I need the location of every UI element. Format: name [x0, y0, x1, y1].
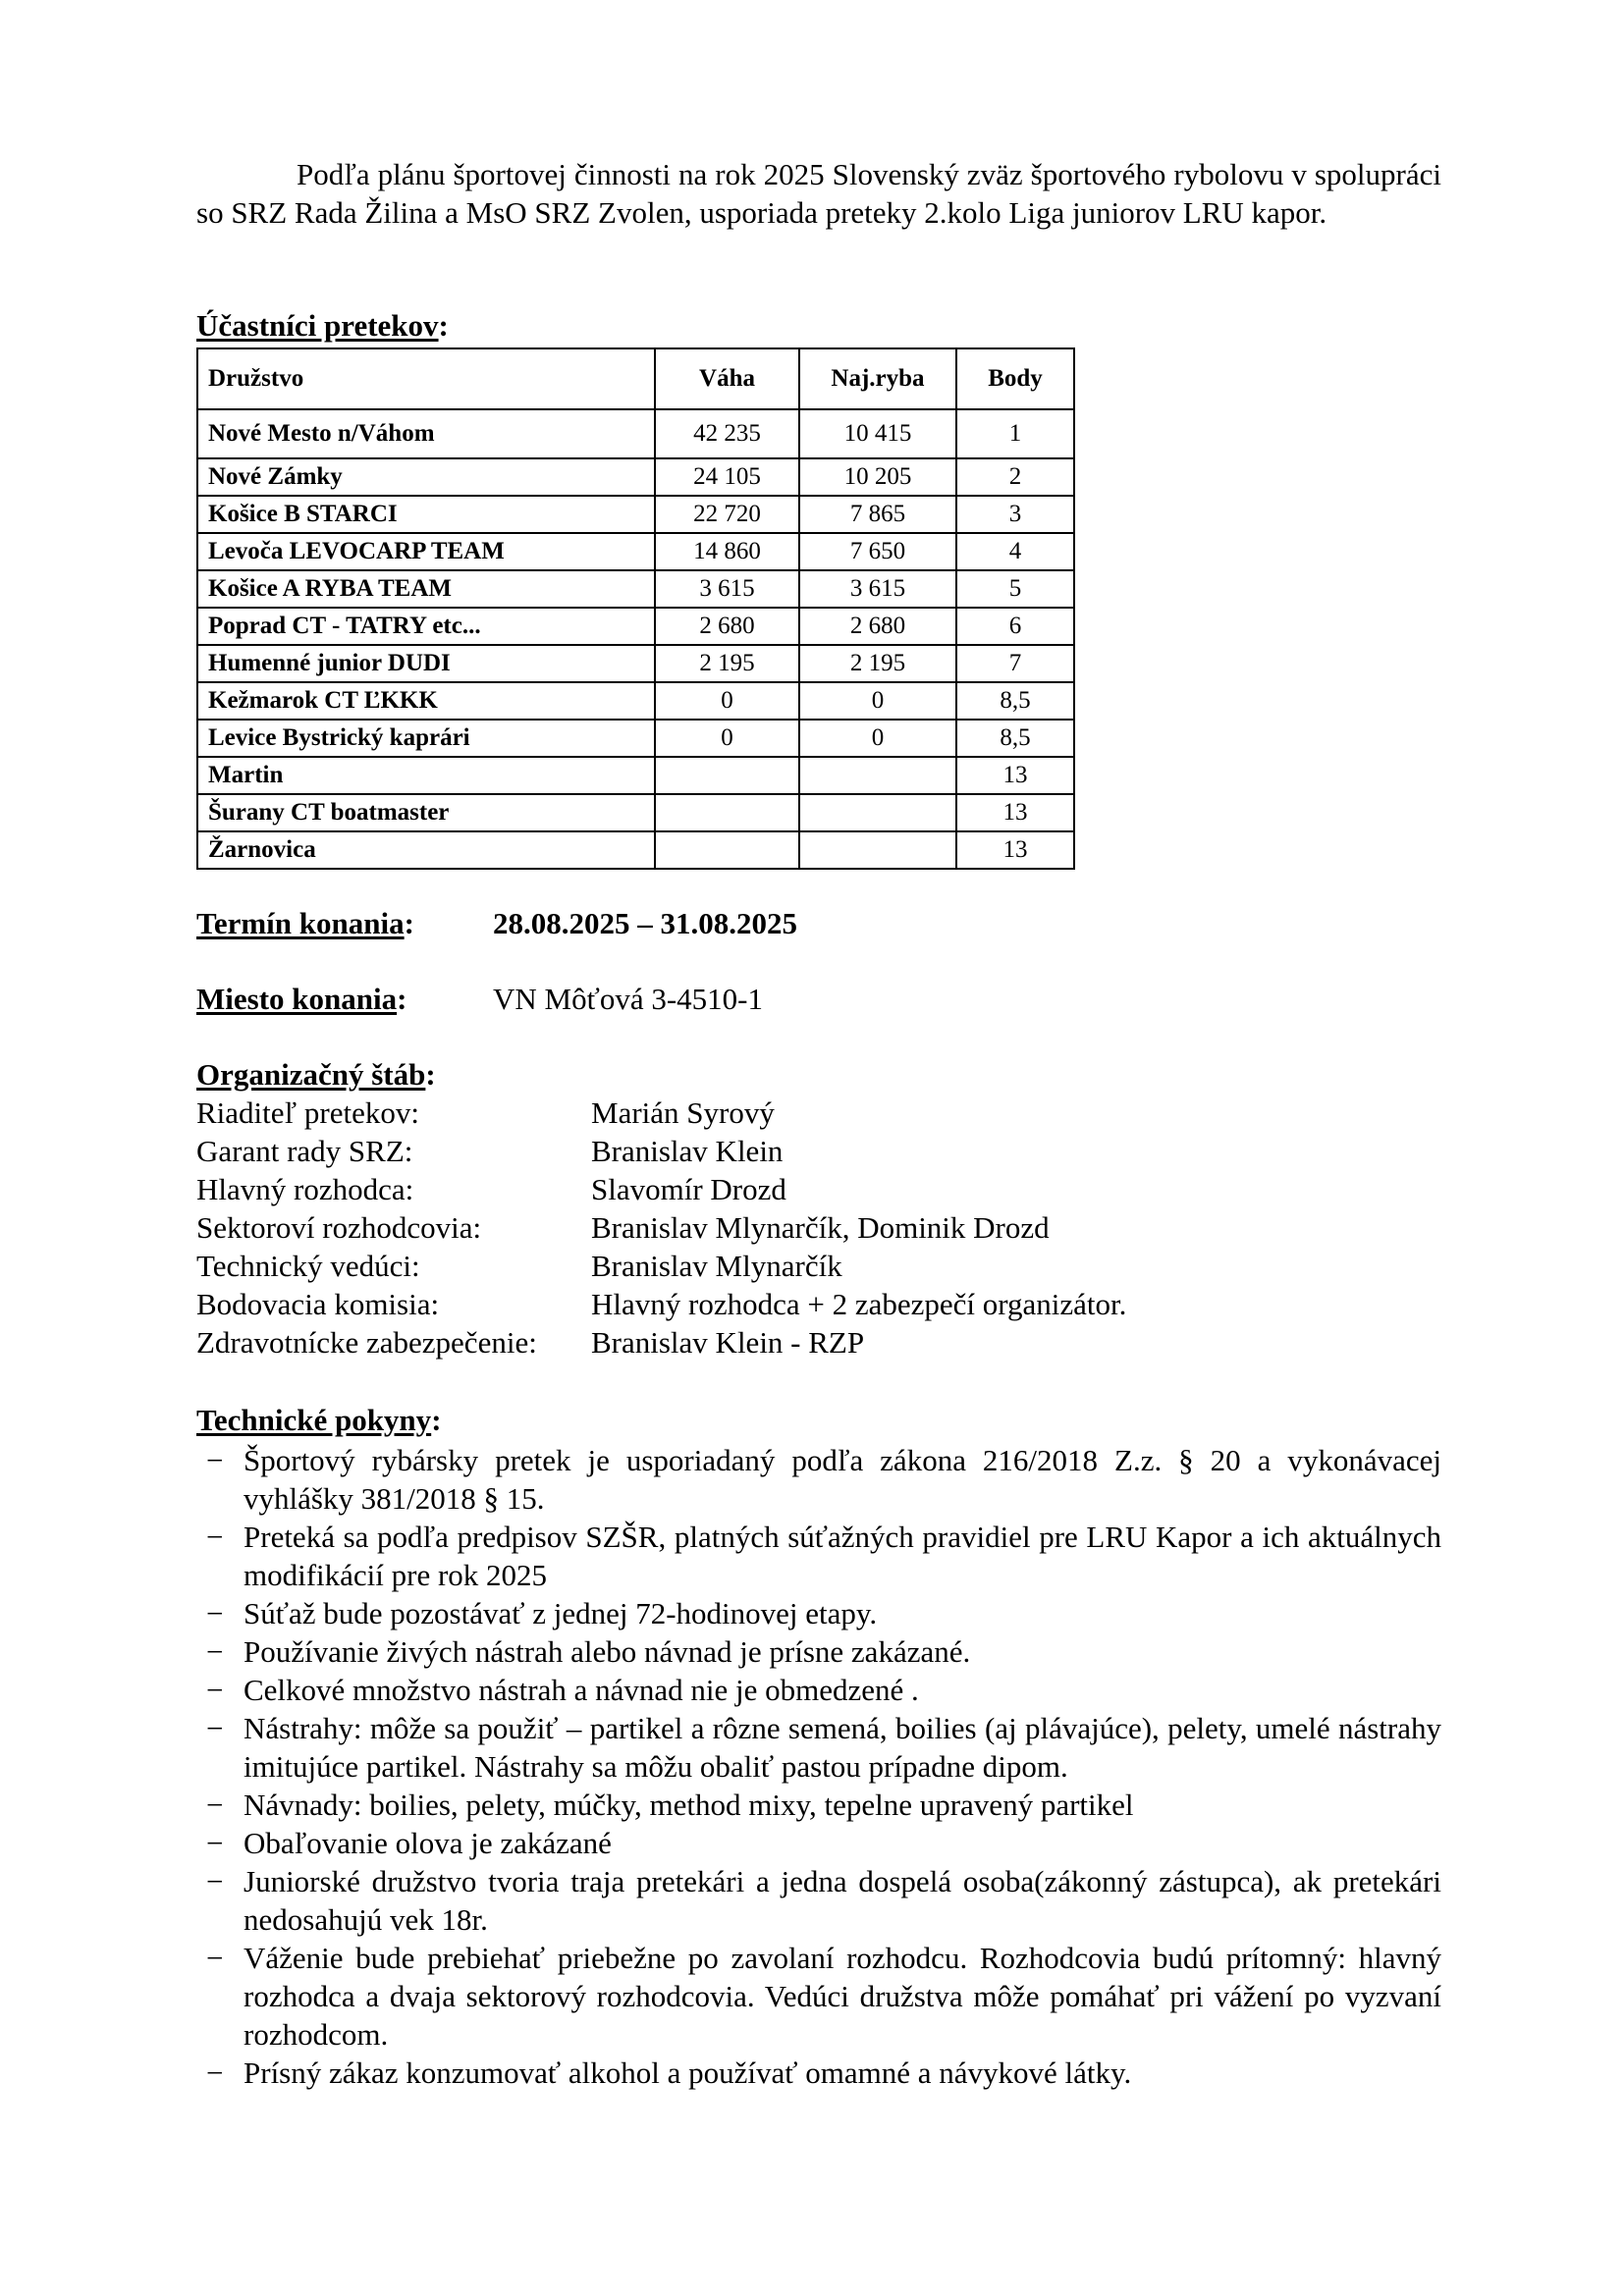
- table-row: [197, 608, 1074, 645]
- weight-cell: 2 195: [655, 645, 799, 682]
- weight-cell: [655, 794, 799, 831]
- term-row: [196, 906, 1080, 945]
- weight-cell: [655, 831, 799, 869]
- team-cell: Košice B STARCI: [197, 496, 655, 533]
- rule-item: [196, 1518, 1441, 1594]
- dash-bullet-icon: −: [206, 1443, 224, 1477]
- staff-person: Branislav Mlynarčík, Dominik Drozd: [591, 1210, 1050, 1245]
- team-cell: Levoča LEVOCARP TEAM: [197, 533, 655, 570]
- rule-text: Obaľovanie olova je zakázané: [244, 1826, 612, 1860]
- staff-person: Hlavný rozhodca + 2 zabezpečí organizátor.: [591, 1287, 1127, 1321]
- dash-bullet-icon: −: [206, 1673, 224, 1707]
- points-cell: 13: [956, 831, 1074, 869]
- rules-heading: [196, 1403, 442, 1438]
- place-label-colon: :: [397, 982, 407, 1016]
- biggest-fish-cell: 10 415: [799, 409, 956, 458]
- points-cell: 7: [956, 645, 1074, 682]
- rule-item: [196, 1709, 1441, 1786]
- term-label-text: Termín konania: [196, 906, 405, 940]
- points-cell: 5: [956, 570, 1074, 608]
- weight-cell: 14 860: [655, 533, 799, 570]
- term-label-colon: :: [404, 906, 414, 940]
- weight-cell: [655, 757, 799, 794]
- biggest-fish-cell: [799, 757, 956, 794]
- staff-heading-text: Organizačný štáb: [196, 1057, 426, 1092]
- staff-role: Hlavný rozhodca:: [196, 1172, 414, 1206]
- points-cell: 13: [956, 794, 1074, 831]
- place-label: [196, 982, 406, 1017]
- biggest-fish-cell: 2 195: [799, 645, 956, 682]
- rule-text: Nástrahy: môže sa použiť – partikel a rôzne semená, boilies (aj plávajúce), pelety, umelé nástrahy imitujúce partikel. Nástrahy sa môžu obaliť pastou prípadne dipom.: [244, 1711, 1441, 1784]
- team-cell: Levice Bystrický kaprári: [197, 720, 655, 757]
- points-cell: 8,5: [956, 682, 1074, 720]
- table-row: [197, 570, 1074, 608]
- team-cell: Martin: [197, 757, 655, 794]
- rule-item: [196, 1594, 1441, 1632]
- points-cell: 1: [956, 409, 1074, 458]
- rule-text: Používanie živých nástrah alebo návnad je prísne zakázané.: [244, 1634, 971, 1669]
- column-header-points: Body: [956, 348, 1074, 409]
- staff-role: Sektoroví rozhodcovia:: [196, 1210, 482, 1245]
- rule-item: [196, 1939, 1441, 2054]
- dash-bullet-icon: −: [206, 2056, 224, 2090]
- staff-role: Technický vedúci:: [196, 1249, 420, 1283]
- weight-cell: 0: [655, 720, 799, 757]
- team-cell: Šurany CT boatmaster: [197, 794, 655, 831]
- weight-cell: 0: [655, 682, 799, 720]
- term-label: [196, 906, 414, 941]
- table-row: [197, 533, 1074, 570]
- rules-list: [196, 1441, 1441, 2092]
- team-cell: Košice A RYBA TEAM: [197, 570, 655, 608]
- table-row: [197, 682, 1074, 720]
- staff-heading: [196, 1057, 436, 1093]
- place-row: [196, 982, 1080, 1021]
- table-row: [197, 720, 1074, 757]
- biggest-fish-cell: 10 205: [799, 458, 956, 496]
- rules-heading-text: Technické pokyny: [196, 1403, 432, 1437]
- biggest-fish-cell: [799, 831, 956, 869]
- table-row: [197, 645, 1074, 682]
- participants-heading-text: Účastníci pretekov: [196, 308, 439, 343]
- dash-bullet-icon: −: [206, 1788, 224, 1822]
- rule-text: Športový rybársky pretek je usporiadaný podľa zákona 216/2018 Z.z. § 20 a vykonávacej vyhlášky 381/2018 § 15.: [244, 1443, 1441, 1516]
- intro-paragraph: Podľa plánu športovej činnosti na rok 2025 Slovenský zväz športového rybolovu v spolupráci so SRZ Rada Žilina a MsO SRZ Zvolen, usporiada preteky 2.kolo Liga juniorov LRU kapor.: [196, 157, 1441, 230]
- team-cell: Žarnovica: [197, 831, 655, 869]
- column-header-weight: Váha: [655, 348, 799, 409]
- points-cell: 4: [956, 533, 1074, 570]
- results-body: [197, 409, 1074, 869]
- biggest-fish-cell: 7 865: [799, 496, 956, 533]
- table-row: [197, 757, 1074, 794]
- rule-text: Váženie bude prebiehať priebežne po zavolaní rozhodcu. Rozhodcovia budú prítomný: hlavný rozhodca a dvaja sektorový rozhodcovia. Vedúci družstva môže pomáhať pri vážení po vyzvaní rozhodcom.: [244, 1941, 1441, 2052]
- staff-person: Slavomír Drozd: [591, 1172, 786, 1206]
- biggest-fish-cell: 2 680: [799, 608, 956, 645]
- participants-heading: [196, 308, 449, 344]
- dash-bullet-icon: −: [206, 1596, 224, 1630]
- team-cell: Nové Mesto n/Váhom: [197, 409, 655, 458]
- column-header-team: Družstvo: [197, 348, 655, 409]
- points-cell: 2: [956, 458, 1074, 496]
- rule-text: Súťaž bude pozostávať z jednej 72-hodinovej etapy.: [244, 1596, 878, 1630]
- staff-person: Branislav Klein - RZP: [591, 1325, 865, 1360]
- results-header-row: [197, 348, 1074, 409]
- biggest-fish-cell: [799, 794, 956, 831]
- rule-text: Celkové množstvo nástrah a návnad nie je obmedzené .: [244, 1673, 919, 1707]
- team-cell: Humenné junior DUDI: [197, 645, 655, 682]
- dash-bullet-icon: −: [206, 1941, 224, 1975]
- table-row: [197, 831, 1074, 869]
- biggest-fish-cell: 3 615: [799, 570, 956, 608]
- dash-bullet-icon: −: [206, 1711, 224, 1745]
- staff-person: Branislav Mlynarčík: [591, 1249, 842, 1283]
- results-table: [196, 347, 1075, 870]
- staff-person: Branislav Klein: [591, 1134, 784, 1168]
- weight-cell: 22 720: [655, 496, 799, 533]
- team-cell: Poprad CT - TATRY etc...: [197, 608, 655, 645]
- rule-item: [196, 1671, 1441, 1709]
- points-cell: 13: [956, 757, 1074, 794]
- weight-cell: 42 235: [655, 409, 799, 458]
- table-row: [197, 409, 1074, 458]
- dash-bullet-icon: −: [206, 1634, 224, 1669]
- participants-heading-colon: :: [438, 308, 449, 343]
- rule-text: Juniorské družstvo tvoria traja pretekári a jedna dospelá osoba(zákonný zástupca), ak pretekári nedosahujú vek 18r.: [244, 1864, 1441, 1937]
- staff-role: Garant rady SRZ:: [196, 1134, 413, 1168]
- weight-cell: 3 615: [655, 570, 799, 608]
- rule-item: [196, 2054, 1441, 2092]
- table-row: [197, 794, 1074, 831]
- team-cell: Nové Zámky: [197, 458, 655, 496]
- table-row: [197, 496, 1074, 533]
- rules-heading-colon: :: [431, 1403, 442, 1437]
- rule-text: Návnady: boilies, pelety, múčky, method mixy, tepelne upravený partikel: [244, 1788, 1134, 1822]
- staff-role: Zdravotnícke zabezpečenie:: [196, 1325, 537, 1360]
- team-cell: Kežmarok CT ĽKKK: [197, 682, 655, 720]
- place-value: VN Môťová 3-4510-1: [493, 982, 763, 1016]
- rule-item: [196, 1862, 1441, 1939]
- staff-role: Riaditeľ pretekov:: [196, 1095, 419, 1130]
- points-cell: 8,5: [956, 720, 1074, 757]
- biggest-fish-cell: 7 650: [799, 533, 956, 570]
- rule-item: [196, 1786, 1441, 1824]
- weight-cell: 24 105: [655, 458, 799, 496]
- rule-item: [196, 1632, 1441, 1671]
- biggest-fish-cell: 0: [799, 682, 956, 720]
- dash-bullet-icon: −: [206, 1864, 224, 1898]
- dash-bullet-icon: −: [206, 1520, 224, 1554]
- rule-text: Prísný zákaz konzumovať alkohol a používať omamné a návykové látky.: [244, 2056, 1132, 2090]
- rule-item: [196, 1824, 1441, 1862]
- rule-text: Preteká sa podľa predpisov SZŠR, platných súťažných pravidiel pre LRU Kapor a ich aktuálnych modifikácií pre rok 2025: [244, 1520, 1441, 1592]
- rule-item: [196, 1441, 1441, 1518]
- staff-role: Bodovacia komisia:: [196, 1287, 440, 1321]
- staff-person: Marián Syrový: [591, 1095, 775, 1130]
- dash-bullet-icon: −: [206, 1826, 224, 1860]
- column-header-biggest-fish: Naj.ryba: [799, 348, 956, 409]
- points-cell: 6: [956, 608, 1074, 645]
- staff-heading-colon: :: [425, 1057, 436, 1092]
- biggest-fish-cell: 0: [799, 720, 956, 757]
- term-value: 28.08.2025 – 31.08.2025: [493, 906, 797, 940]
- table-row: [197, 458, 1074, 496]
- weight-cell: 2 680: [655, 608, 799, 645]
- points-cell: 3: [956, 496, 1074, 533]
- place-label-text: Miesto konania: [196, 982, 398, 1016]
